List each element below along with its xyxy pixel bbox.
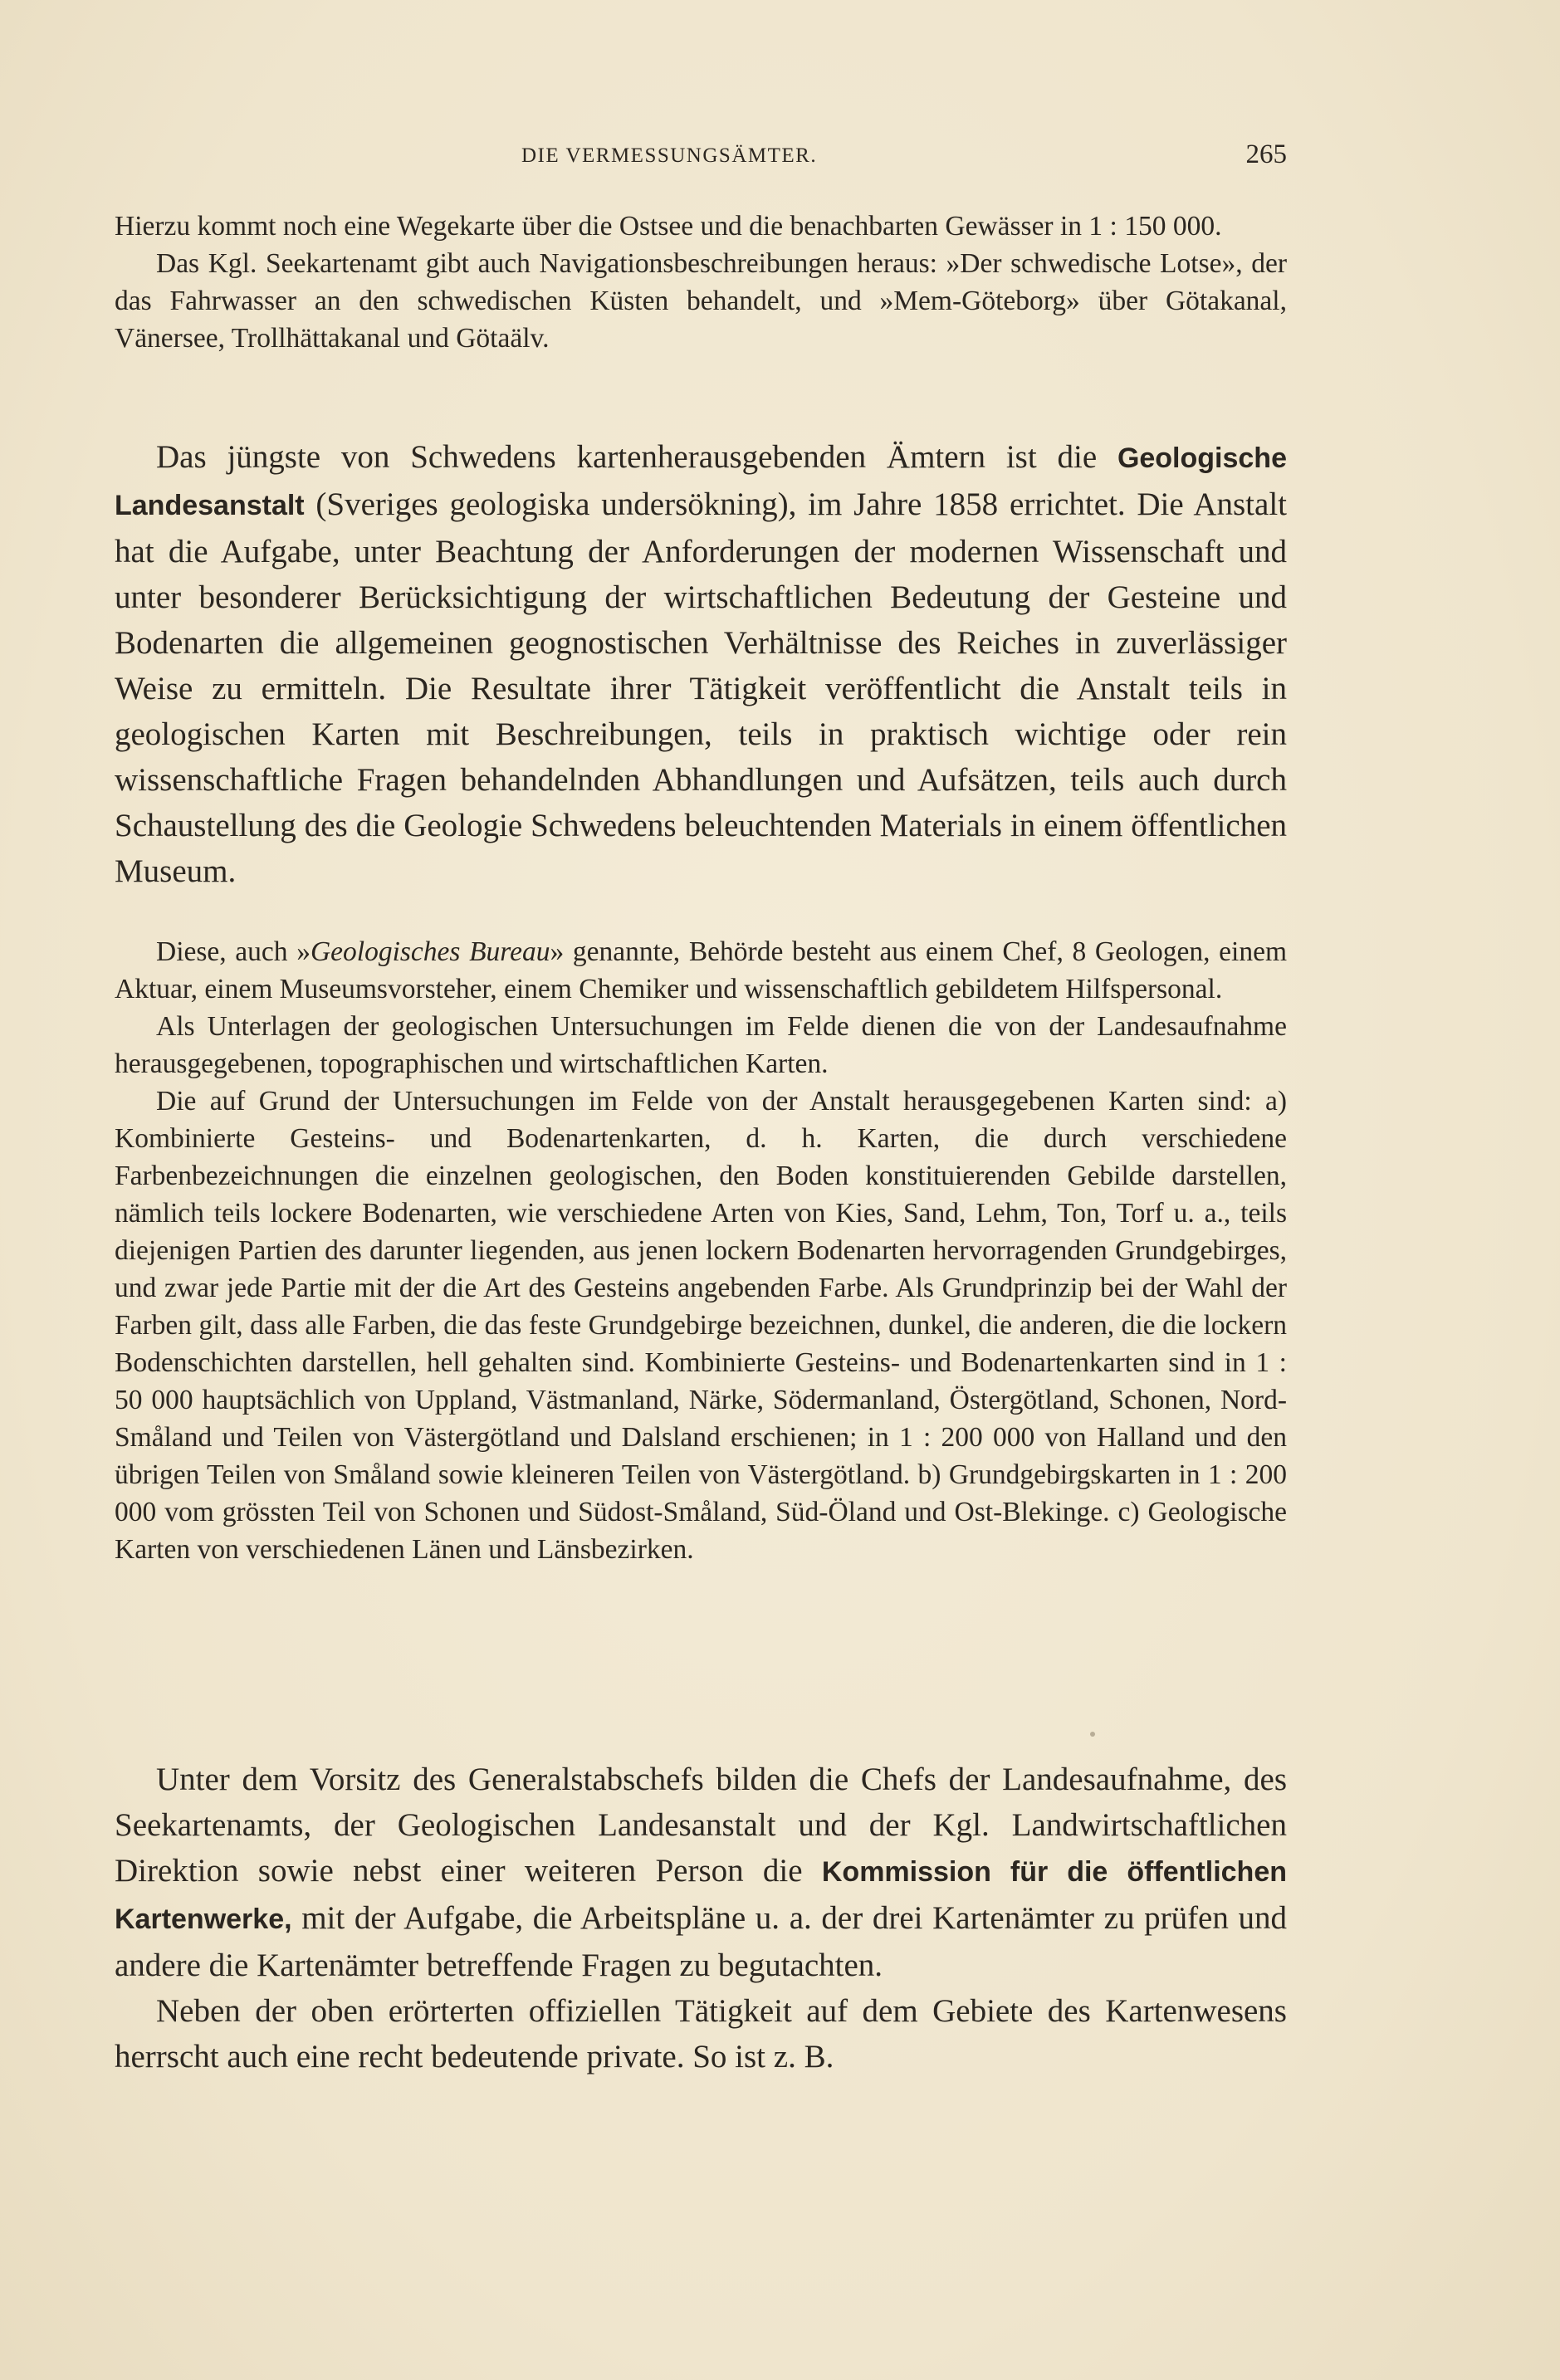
paragraph-navigation: Das Kgl. Seekartenamt gibt auch Navigationsbeschreibungen heraus: »Der schwedische Lotse», der das Fahrwasser an den schwedischen Küsten behandelt, und »Mem-Göteborg» über Götakanal, Vänersee, Trollhättakanal und Götaälv. <box>115 248 1287 354</box>
paragraph-bureau <box>115 933 1287 1008</box>
paragraph-private: Neben der oben erörterten offiziellen Tätigkeit auf dem Gebiete des Kartenwesens herrscht auch eine recht bedeutende private. So ist z. B. <box>115 1993 1287 2075</box>
section-sea-charts <box>115 208 1287 357</box>
text-rest: » genannte, Behörde besteht aus einem Chef, 8 Geologen, einem Aktuar, einem Museumsvorsteher, einem Chemiker und wissenschaftlich gebildetem Hilfspersonal. <box>115 936 1288 1004</box>
text-rest: (Sveriges geologiska undersökning), im Jahre 1858 errichtet. Die Anstalt hat die Aufgabe, unter Beachtung der Anforderungen der modernen Wissenschaft und unter besonderer Berücksichtigung der wirtschaftlichen Bedeutung der Gesteine und Bodenarten die allgemeinen geognostischen Verhältnisse des Reiches in zuverlässiger Weise zu ermitteln. Die Resultate ihrer Tätigkeit veröffentlicht die Anstalt teils in geologischen Karten mit Beschreibungen, teils in praktisch wichtige oder rein wissenschaftliche Fragen behandelnden Abhandlungen und Aufsätzen, teils auch durch Schaustellung des die Geologie Schwedens beleuchtenden Materials in einem öffentlichen Museum. <box>115 486 1288 889</box>
paragraph-karten: Die auf Grund der Untersuchungen im Felde von der Anstalt herausgegebenen Karten sind: a) Kombinierte Gesteins- und Bodenartenkarten, d. h. Karten, die durch verschiedene Farbenbezeichnungen die einzelnen geologischen, den Boden konstituierenden Gebilde darstellen, nämlich teils lockere Bodenarten, wie verschiedene Arten von Kies, Sand, Lehm, Ton, Torf u. a., teils diejenigen Partien des darunter liegenden, aus jenen lockern Bodenarten hervorragenden Grundgebirges, und zwar jede Partie mit der die Art des Gesteins angebenden Farbe. Als Grundprinzip bei der Wahl der Farben gilt, dass alle Farben, die das feste Grundgebirge bezeichnen, dunkel, die anderen, die die lockern Bodenschichten darstellen, hell gehalten sind. Kombinierte Gesteins- und Bodenartenkarten sind in 1 : 50 000 hauptsächlich von Uppland, Västmanland, Närke, Södermanland, Östergötland, Schonen, Nord-Småland und Teilen von Västergötland und Dalsland erschienen; in 1 : 200 000 von Halland und den übrigen Teilen von Småland sowie kleineren Teilen von Västergötland. b) Grundgebirgskarten in 1 : 200 000 vom grössten Teil von Schonen und Südost-Småland, Süd-Öland und Ost-Blekinge. c) Geologische Karten von verschiedenen Länen und Länsbezirken. <box>115 1086 1287 1565</box>
running-title: DIE VERMESSUNGSÄMTER. <box>521 144 818 167</box>
text-start: Das jüngste von Schwedens kartenherausgebenden Ämtern ist die <box>156 439 1098 475</box>
paper-speck <box>1090 1732 1095 1737</box>
paragraph-wegekarte: Hierzu kommt noch eine Wegekarte über die Ostsee und die benachbarten Gewässer in 1 : 150 000. <box>115 211 1222 242</box>
text-rest: mit der Aufgabe, die Arbeitspläne u. a. der drei Kartenämter zu prüfen und andere die Kartenämter betreffende Fragen zu begutachten. <box>115 1900 1287 1983</box>
section-bureau <box>115 933 1287 1568</box>
section-geological-survey <box>115 434 1287 894</box>
paragraph-unterlagen: Als Unterlagen der geologischen Untersuchungen im Felde dienen die von der Landesaufnahme herausgegebenen, topographischen und wirtschaftlichen Karten. <box>115 1011 1287 1079</box>
term-kommission: Kommission für die öffentlichen Kartenwerke, <box>115 1856 1287 1935</box>
page-header <box>115 139 1287 176</box>
text-start: Diese, auch » <box>156 936 311 967</box>
section-kommission <box>115 1757 1287 2079</box>
term-geologisches-bureau: Geologisches Bureau <box>310 936 550 967</box>
paragraph-kommission <box>115 1757 1287 1988</box>
paragraph-landesanstalt <box>115 434 1287 894</box>
page-number: 265 <box>1245 139 1287 169</box>
text-start: Unter dem Vorsitz des Generalstabschefs bilden die Chefs der Landesaufnahme, des Seekartenamts, der Geologischen Landesanstalt und der Kgl. Landwirtschaftlichen Direktion sowie nebst einer weiteren Person die <box>115 1762 1287 1889</box>
term-geologische-landesanstalt: Geologische Landesanstalt <box>115 442 1287 521</box>
